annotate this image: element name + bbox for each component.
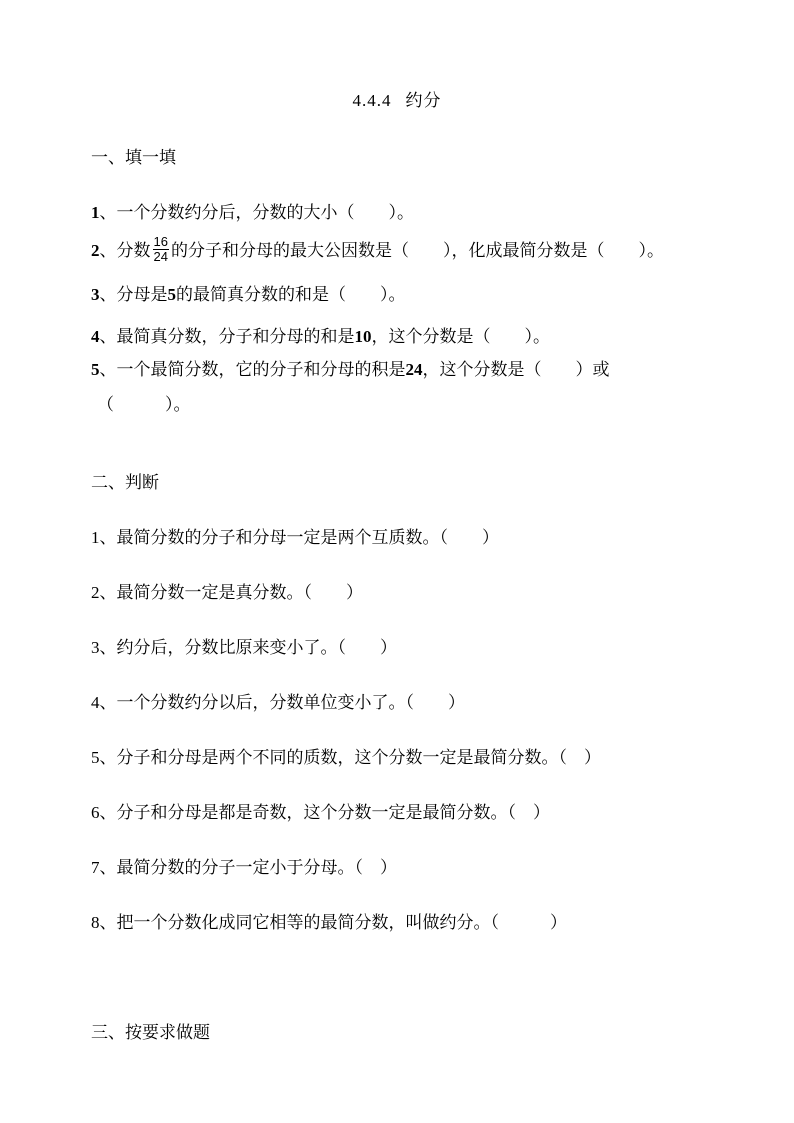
- question-text: 、最简分数的分子和分母一定是两个互质数。（ ）: [99, 528, 499, 548]
- judge-question-7: [91, 853, 397, 878]
- question-number: 4: [91, 327, 100, 346]
- title-text: 约分: [405, 91, 442, 111]
- title-number: 4.4.4: [352, 91, 392, 110]
- question-number: 4: [91, 693, 100, 712]
- question-text: 、把一个分数化成同它相等的最简分数，叫做约分。（ ）: [99, 913, 567, 933]
- page-title: [0, 86, 794, 111]
- section-tasks-heading: 三、按要求做题: [91, 1023, 210, 1043]
- fill-question-5: [91, 355, 610, 380]
- question-number: 1: [91, 203, 100, 222]
- question-text-pre: 、一个最简分数，它的分子和分母的积是: [99, 360, 406, 380]
- judge-question-5: [91, 743, 601, 768]
- question-text: 、最简分数的分子一定小于分母。（ ）: [99, 858, 397, 878]
- fill-question-5-continuation: （ ）。: [97, 395, 191, 415]
- judge-question-6: [91, 798, 550, 823]
- question-number: 5: [91, 748, 100, 767]
- question-text-post: ，这个分数是（ ）或: [422, 360, 610, 380]
- judge-question-2: [91, 578, 363, 603]
- section-fill-heading: 一、填一填: [91, 148, 176, 168]
- fill-question-1: [91, 198, 414, 223]
- question-text-post: ，这个分数是（ ）。: [371, 327, 550, 347]
- question-value: 10: [354, 327, 372, 346]
- section-judge-heading: 二、判断: [91, 473, 159, 493]
- judge-question-1: [91, 523, 499, 548]
- question-text-pre: 、分母是: [99, 285, 168, 305]
- judge-question-4: [91, 688, 465, 713]
- question-text-pre: 、分数: [99, 241, 151, 261]
- fraction-numerator: 16: [153, 234, 168, 249]
- fraction-16-24: [153, 235, 169, 264]
- question-text: 、约分后，分数比原来变小了。（ ）: [99, 638, 397, 658]
- question-text: 、一个分数约分后，分数的大小（ ）。: [99, 203, 414, 223]
- fill-question-4: [91, 322, 550, 347]
- judge-question-8: [91, 908, 567, 933]
- question-number: 1: [91, 528, 100, 547]
- fill-question-3: [91, 280, 406, 305]
- question-number: 2: [91, 241, 100, 260]
- question-text: 、最简分数一定是真分数。（ ）: [99, 583, 363, 603]
- question-number: 3: [91, 638, 100, 657]
- judge-question-3: [91, 633, 397, 658]
- fill-question-2: [91, 236, 664, 266]
- question-number: 2: [91, 583, 100, 602]
- question-value: 24: [405, 360, 423, 379]
- question-text-post: 的分子和分母的最大公因数是（ ），化成最简分数是（ ）。: [170, 241, 664, 261]
- question-text: 、分子和分母是都是奇数，这个分数一定是最简分数。（ ）: [99, 803, 550, 823]
- question-number: 5: [91, 360, 100, 379]
- question-number: 6: [91, 803, 100, 822]
- question-text: 、分子和分母是两个不同的质数，这个分数一定是最简分数。（ ）: [99, 748, 601, 768]
- question-number: 8: [91, 913, 100, 932]
- question-text: 、一个分数约分以后，分数单位变小了。（ ）: [99, 693, 465, 713]
- question-number: 7: [91, 858, 100, 877]
- question-text-pre: 、最简真分数，分子和分母的和是: [99, 327, 355, 347]
- question-number: 3: [91, 285, 100, 304]
- question-text-post: 的最简真分数的和是（ ）。: [176, 285, 406, 305]
- fraction-denominator: 24: [153, 249, 168, 264]
- question-value: 5: [167, 285, 176, 304]
